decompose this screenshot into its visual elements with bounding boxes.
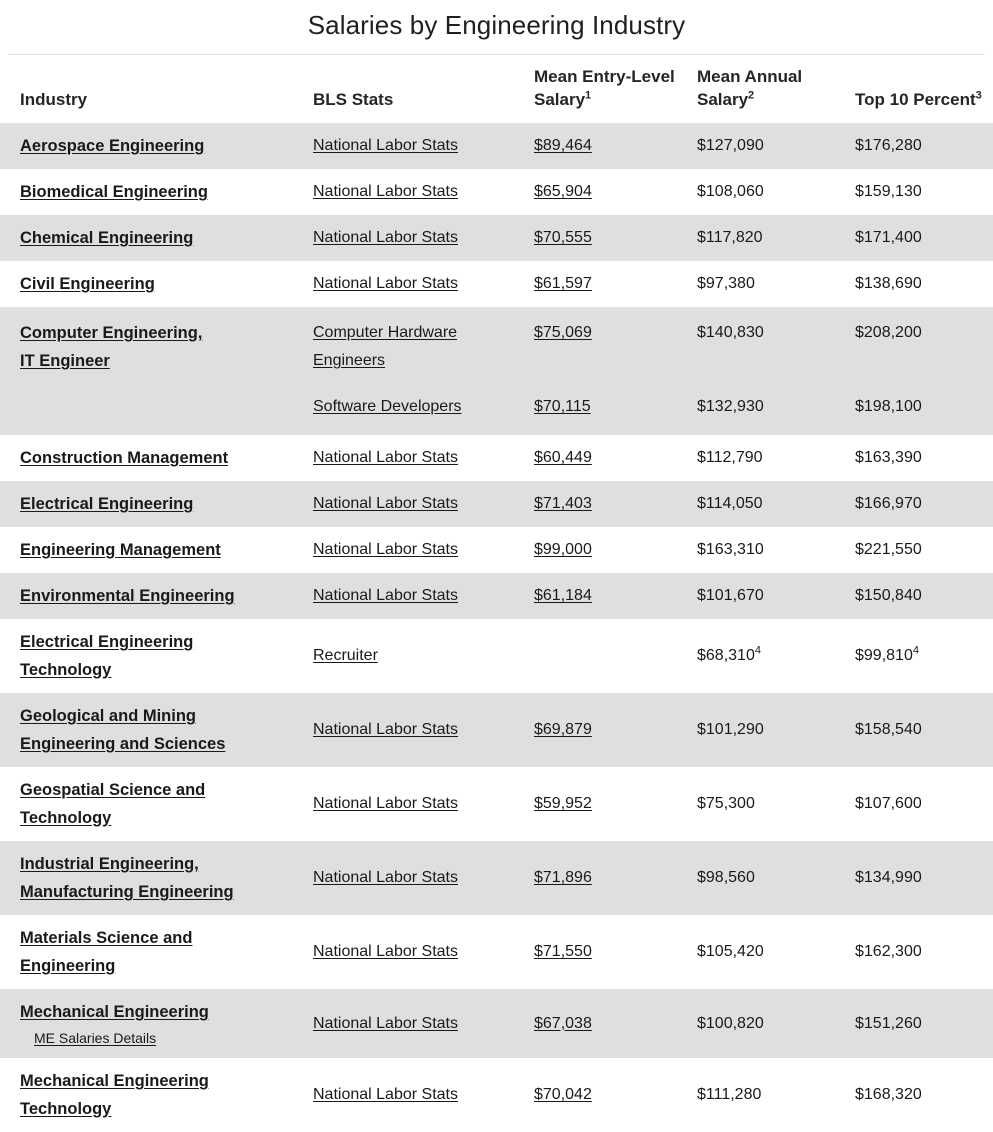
industry-line-1: Mechanical Engineering [20,1072,209,1090]
cell-mean-entry-level-salary [534,841,697,915]
mean-entry-level-salary-link[interactable]: $61,184 [534,587,592,604]
top-10-percent-value: $162,300 [855,943,922,960]
cell-industry [0,619,313,693]
top-10-percent-value: $151,260 [855,1014,922,1032]
mean-annual-salary-value: $100,820 [697,1014,764,1032]
top-10-percent-value: $99,810 [855,647,913,664]
industry-link[interactable]: Chemical Engineering [20,229,194,247]
bls-stats-link[interactable]: National Labor Stats [313,229,458,246]
industry-link[interactable] [20,628,303,684]
top-10-percent-value: $107,600 [855,795,922,812]
top-10-percent-value: $158,540 [855,721,922,738]
cell-top-10-percent [855,1058,993,1132]
mean-entry-level-salary-link[interactable]: $75,069 [534,324,592,341]
cell-bls-stats [313,481,534,527]
industry-link[interactable]: Mechanical Engineering [20,1003,209,1021]
mean-annual-salary-value: $163,310 [697,541,764,558]
mean-annual-salary-value: $97,380 [697,275,755,292]
mean-entry-level-salary-link[interactable]: $69,879 [534,721,592,738]
top-10-percent-value: $150,840 [855,587,922,604]
cell-mean-entry-level-salary [534,215,697,261]
cell-mean-annual-salary [697,307,855,384]
cell-bls-stats [313,767,534,841]
cell-mean-entry-level-salary [534,123,697,169]
table-row [0,693,993,767]
cell-bls-stats [313,261,534,307]
cell-bls-stats [313,123,534,169]
industry-line-2: Technology [20,809,112,827]
mean-annual-salary-value: $108,060 [697,183,764,200]
column-header-industry [0,55,313,123]
mean-entry-level-salary-link[interactable]: $67,038 [534,1014,592,1032]
column-header-top-10-percent-label: Top 10 Percent [855,90,976,109]
top-10-percent-value: $168,320 [855,1086,922,1103]
cell-bls-stats [313,619,534,693]
cell-top-10-percent [855,435,993,481]
mean-entry-level-salary-link[interactable]: $71,550 [534,943,592,960]
bls-stats-line-2: Engineers [313,352,386,369]
mean-annual-salary-value: $112,790 [697,449,763,466]
table-row [0,1058,993,1132]
mean-entry-level-salary-link[interactable]: $70,555 [534,229,592,246]
column-header-industry-label: Industry [20,90,88,109]
table-row [0,123,993,169]
cell-industry [0,841,313,915]
industry-link[interactable] [20,924,303,980]
mean-entry-level-salary-link[interactable]: $71,896 [534,869,592,886]
table-header [0,55,993,123]
bls-stats-link[interactable]: National Labor Stats [313,495,458,512]
mean-annual-salary-value: $114,050 [697,495,763,512]
cell-industry [0,573,313,619]
industry-link[interactable] [20,319,303,375]
cell-mean-entry-level-salary [534,261,697,307]
cell-industry [0,527,313,573]
bls-stats-link[interactable]: National Labor Stats [313,275,458,292]
mean-entry-level-salary-link[interactable]: $61,597 [534,275,592,292]
mean-entry-level-salary-link[interactable]: $60,449 [534,449,592,466]
cell-mean-annual-salary [697,384,855,435]
industry-line-2: Technology [20,1100,112,1118]
industry-line-2: Engineering and Sciences [20,735,226,753]
mean-annual-salary-value: $105,420 [697,943,764,960]
cell-mean-entry-level-salary [534,169,697,215]
mean-annual-salary-value: $127,090 [697,137,764,154]
cell-industry [0,123,313,169]
industry-link[interactable]: Electrical Engineering [20,495,194,513]
industry-link[interactable]: Aerospace Engineering [20,137,205,155]
footnote-marker-3: 3 [975,89,982,102]
mean-entry-level-salary-link[interactable]: $99,000 [534,541,592,558]
cell-bls-stats [313,693,534,767]
cell-top-10-percent [855,619,993,693]
cell-mean-annual-salary [697,261,855,307]
mean-entry-level-salary-link[interactable]: $71,403 [534,495,592,512]
cell-mean-annual-salary [697,693,855,767]
industry-link[interactable]: Engineering Management [20,541,221,559]
table-row [0,619,993,693]
cell-industry [0,435,313,481]
footnote-marker-4: 4 [754,644,761,657]
cell-industry [0,767,313,841]
bls-stats-link[interactable]: National Labor Stats [313,137,458,154]
cell-mean-annual-salary [697,435,855,481]
cell-bls-stats [313,915,534,989]
cell-bls-stats [313,384,534,435]
table-row [0,481,993,527]
bls-stats-link[interactable]: National Labor Stats [313,1014,458,1032]
top-10-percent-value: $159,130 [855,183,922,200]
bls-stats-link[interactable]: National Labor Stats [313,541,458,558]
table-row [0,841,993,915]
cell-mean-annual-salary [697,481,855,527]
cell-mean-annual-salary [697,1058,855,1132]
table-row [0,915,993,989]
column-header-mean-entry-level-salary-label: Mean Entry-Level Salary [534,67,675,109]
cell-bls-stats [313,215,534,261]
industry-link[interactable]: Civil Engineering [20,275,155,293]
page-title: Salaries by Engineering Industry [307,10,686,40]
bls-stats-link[interactable]: National Labor Stats [313,1086,458,1103]
cell-top-10-percent [855,915,993,989]
bls-stats-link[interactable]: Software Developers [313,398,462,415]
column-header-mean-entry-level-salary [534,55,697,123]
mean-annual-salary-value: $68,310 [697,647,755,664]
mean-entry-level-salary-link[interactable]: $59,952 [534,795,592,812]
cell-bls-stats [313,435,534,481]
table-row [0,573,993,619]
top-10-percent-value: $163,390 [855,449,922,466]
cell-top-10-percent [855,169,993,215]
bls-stats-link[interactable]: National Labor Stats [313,449,458,466]
mean-annual-salary-value: $98,560 [697,869,755,886]
cell-mean-entry-level-salary [534,915,697,989]
industry-link[interactable] [20,776,303,832]
salaries-table [0,55,993,1132]
industry-line-1: Geological and Mining [20,707,197,725]
industry-line-1: Materials Science and [20,929,193,947]
industry-link[interactable]: Environmental Engineering [20,587,235,605]
cell-top-10-percent [855,767,993,841]
cell-mean-entry-level-salary [534,384,697,435]
industry-link[interactable] [20,1067,303,1123]
mean-annual-salary-value: $101,670 [697,587,764,604]
cell-bls-stats [313,169,534,215]
mean-annual-salary-value: $101,290 [697,721,764,738]
top-10-percent-value: $198,100 [855,398,922,415]
cell-mean-entry-level-salary [534,307,697,384]
column-header-mean-annual-salary-label: Mean Annual Salary [697,67,803,109]
cell-industry [0,481,313,527]
mean-annual-salary-value: $140,830 [697,324,764,341]
industry-link[interactable] [20,850,303,906]
bls-stats-link[interactable]: National Labor Stats [313,943,458,960]
cell-mean-entry-level-salary [534,481,697,527]
cell-mean-annual-salary [697,215,855,261]
cell-bls-stats [313,841,534,915]
top-10-percent-value: $138,690 [855,275,922,292]
cell-mean-annual-salary [697,619,855,693]
bls-stats-link[interactable]: National Labor Stats [313,721,458,738]
industry-line-1: Geospatial Science and [20,781,206,799]
top-10-percent-value: $171,400 [855,229,922,246]
cell-top-10-percent [855,841,993,915]
table-row [0,215,993,261]
bls-stats-link[interactable]: National Labor Stats [313,795,458,812]
cell-mean-entry-level-salary [534,435,697,481]
bls-stats-link[interactable]: National Labor Stats [313,587,458,604]
table-body [0,123,993,1132]
bls-stats-link[interactable]: National Labor Stats [313,869,458,886]
cell-bls-stats [313,573,534,619]
bls-stats-link[interactable]: Recruiter [313,647,378,664]
mean-annual-salary-value: $75,300 [697,795,755,812]
mean-entry-level-salary-link[interactable]: $65,904 [534,183,592,200]
cell-industry [0,307,313,435]
cell-industry [0,693,313,767]
top-10-percent-value: $208,200 [855,324,922,341]
industry-line-1: Computer Engineering, [20,324,203,342]
mean-annual-salary-value: $132,930 [697,398,764,415]
cell-top-10-percent [855,527,993,573]
cell-bls-stats [313,527,534,573]
table-row [0,307,993,384]
cell-mean-entry-level-salary [534,619,697,693]
cell-top-10-percent [855,384,993,435]
cell-mean-entry-level-salary [534,527,697,573]
cell-mean-annual-salary [697,123,855,169]
mean-entry-level-salary-link[interactable]: $70,042 [534,1086,592,1103]
industry-line-1: Industrial Engineering, [20,855,199,873]
cell-mean-annual-salary [697,527,855,573]
industry-line-2: IT Engineer [20,352,110,370]
bls-stats-link[interactable] [313,319,524,375]
cell-top-10-percent [855,215,993,261]
industry-line-1: Electrical Engineering [20,633,194,651]
industry-link[interactable] [20,702,303,758]
mean-entry-level-salary-link[interactable]: $70,115 [534,398,591,415]
top-10-percent-value: $134,990 [855,869,922,886]
cell-top-10-percent [855,123,993,169]
top-10-percent-value: $166,970 [855,495,922,512]
cell-mean-entry-level-salary [534,767,697,841]
cell-top-10-percent [855,481,993,527]
top-10-percent-value: $221,550 [855,541,922,558]
cell-mean-annual-salary [697,573,855,619]
table-row [0,767,993,841]
footnote-marker-4: 4 [912,644,919,657]
cell-mean-annual-salary [697,841,855,915]
top-10-percent-value: $176,280 [855,137,922,154]
mean-annual-salary-value: $117,820 [697,229,763,246]
column-header-top-10-percent [855,55,993,123]
cell-top-10-percent [855,307,993,384]
bls-stats-link[interactable]: National Labor Stats [313,183,458,200]
industry-line-2: Technology [20,661,112,679]
table-row [0,169,993,215]
cell-industry [0,1058,313,1132]
cell-mean-annual-salary [697,915,855,989]
column-header-bls-stats [313,55,534,123]
column-header-bls-stats-label: BLS Stats [313,90,394,109]
cell-industry [0,169,313,215]
mean-entry-level-salary-link[interactable]: $89,464 [534,137,592,154]
cell-industry [0,261,313,307]
cell-top-10-percent [855,261,993,307]
table-row [0,527,993,573]
cell-top-10-percent [855,573,993,619]
table-row [0,435,993,481]
cell-mean-entry-level-salary [534,693,697,767]
footnote-marker-1: 1 [585,89,592,102]
cell-bls-stats [313,307,534,384]
cell-mean-annual-salary [697,169,855,215]
cell-industry [0,215,313,261]
cell-mean-entry-level-salary [534,573,697,619]
cell-top-10-percent [855,693,993,767]
table-row [0,261,993,307]
cell-industry [0,915,313,989]
footnote-marker-2: 2 [748,89,755,102]
industry-line-2: Manufacturing Engineering [20,883,234,901]
industry-sublink[interactable]: ME Salaries Details [34,1030,157,1046]
industry-link[interactable]: Biomedical Engineering [20,183,208,201]
cell-mean-annual-salary [697,767,855,841]
header-row [0,55,993,123]
cell-bls-stats [313,1058,534,1132]
bls-stats-line-1: Computer Hardware [313,324,458,341]
industry-link[interactable]: Construction Management [20,449,229,467]
industry-line-2: Engineering [20,957,116,975]
mean-annual-salary-value: $111,280 [697,1086,762,1103]
cell-mean-entry-level-salary [534,1058,697,1132]
column-header-mean-annual-salary [697,55,855,123]
